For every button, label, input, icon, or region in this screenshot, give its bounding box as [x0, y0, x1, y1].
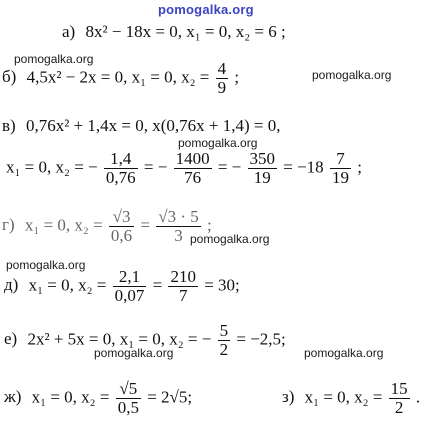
item-label: а)	[62, 22, 76, 41]
item-z	[282, 380, 420, 417]
fraction	[330, 150, 351, 187]
numerator: 5	[219, 321, 229, 340]
equation: x₁ = 0, x₂ =	[31, 387, 110, 407]
watermark: pomogalka.org	[94, 346, 174, 360]
equals: = −18	[283, 157, 324, 177]
equation: x₁ = 0, x₂ =	[304, 387, 383, 407]
equation-tail: = −2,5;	[236, 329, 286, 349]
equation-tail: ;	[357, 157, 362, 177]
item-label: г)	[2, 215, 15, 235]
equation: 0,76x² + 1,4x = 0, x(0,76x + 1,4) = 0,	[25, 116, 281, 135]
denominator: 0,5	[117, 398, 139, 417]
watermark: pomogalka.org	[312, 68, 392, 82]
watermark: pomogalka.org	[190, 232, 270, 246]
equation: x₁ = 0, x₂ = −	[6, 157, 98, 177]
watermark: pomogalka.org	[304, 346, 384, 360]
denominator: 0,6	[110, 226, 133, 245]
equation: 2x² + 5x = 0, x₁ = 0, x₂ = −	[27, 329, 212, 349]
item-a	[62, 22, 286, 42]
fraction	[104, 150, 138, 187]
denominator: 9	[217, 78, 227, 97]
numerator: √3	[109, 208, 134, 227]
numerator: 4	[217, 59, 227, 78]
item-label: в)	[2, 116, 16, 135]
item-g	[2, 208, 212, 245]
item-b	[2, 60, 239, 97]
equation-tail: ;	[207, 215, 212, 235]
numerator: 2,1	[113, 268, 147, 287]
numerator: 1,4	[104, 150, 138, 169]
denominator: 7	[178, 286, 188, 305]
item-label: ж)	[4, 387, 22, 407]
numerator: √5	[116, 380, 141, 399]
equals: =	[152, 275, 163, 295]
fraction	[248, 150, 278, 187]
denominator: 76	[184, 168, 202, 187]
equation: x₁ = 0, x₂ =	[28, 275, 107, 295]
denominator: 19	[253, 168, 271, 187]
equation-tail: = 2√5;	[147, 387, 193, 407]
item-label: з)	[282, 387, 295, 407]
fraction	[218, 322, 231, 359]
item-e	[4, 322, 286, 359]
numerator: 210	[170, 267, 196, 286]
equals: = −	[143, 157, 168, 177]
watermark: pomogalka.org	[6, 258, 86, 272]
equals: = −	[217, 157, 242, 177]
item-label: е)	[4, 329, 18, 349]
item-label: б)	[2, 67, 17, 87]
watermark-top: pomogalka.org	[158, 2, 254, 17]
equation: x₁ = 0, x₂ =	[24, 215, 103, 235]
item-v-continued	[6, 150, 362, 187]
fraction	[216, 60, 229, 97]
item-label: д)	[4, 275, 19, 295]
denominator: 0,07	[114, 286, 145, 305]
fraction	[389, 380, 410, 417]
denominator: 2	[394, 398, 404, 417]
numerator: 7	[330, 150, 351, 169]
equation-tail: ;	[234, 67, 240, 87]
fraction	[156, 208, 201, 245]
fraction	[174, 150, 212, 187]
numerator: 15	[390, 379, 408, 398]
denominator: 3	[174, 226, 183, 245]
watermark: pomogalka.org	[178, 136, 258, 150]
equation-tail: .	[415, 387, 421, 407]
equation: 8x² − 18x = 0, x₁ = 0, x₂ = 6 ;	[85, 22, 286, 41]
denominator: 0,76	[105, 168, 136, 187]
numerator: 350	[249, 149, 275, 168]
fraction	[116, 380, 141, 417]
equals: =	[140, 215, 151, 235]
equation-tail: = 30;	[204, 275, 240, 295]
equation: 4,5x² − 2x = 0, x₁ = 0, x₂ =	[26, 67, 210, 87]
item-d	[4, 268, 240, 305]
fraction	[109, 208, 134, 245]
numerator: 1400	[175, 149, 210, 168]
fraction	[168, 268, 198, 305]
item-zh	[4, 380, 192, 417]
watermark: pomogalka.org	[14, 52, 94, 66]
numerator: √3 · 5	[158, 207, 199, 226]
fraction	[113, 268, 147, 305]
item-v	[2, 116, 280, 136]
denominator: 2	[219, 340, 229, 359]
denominator: 19	[331, 168, 349, 187]
